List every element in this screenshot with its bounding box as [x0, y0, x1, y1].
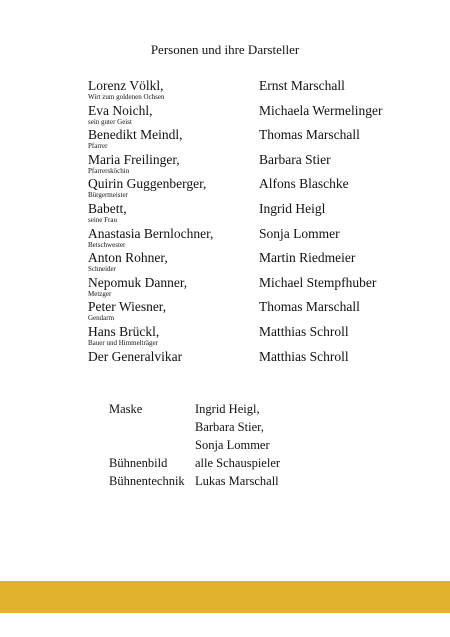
crew-member-name: Ingrid Heigl,: [195, 402, 260, 416]
character-name: Eva Noichl,: [88, 102, 153, 118]
crew-row: [109, 472, 369, 490]
character-description: Pfarrersköchin: [88, 166, 130, 175]
actor-name: Alfons Blaschke: [259, 176, 349, 192]
character-description: sein guter Geist: [88, 117, 132, 126]
actor-name: Sonja Lommer: [259, 225, 340, 241]
actor-name: Thomas Marschall: [259, 299, 360, 315]
character-name: Hans Brückl,: [88, 323, 160, 339]
actor-name: Michael Stempfhuber: [259, 274, 377, 290]
actor-name: Michaela Wermelinger: [259, 102, 383, 118]
cast-row: [88, 275, 388, 300]
actor-name: Matthias Schroll: [259, 323, 349, 339]
cast-list: [88, 78, 388, 373]
cast-row: [88, 103, 388, 128]
actor-name: Martin Riedmeier: [259, 250, 356, 266]
crew-list: [109, 400, 369, 490]
character-name: Lorenz Völkl,: [88, 78, 164, 93]
actor-name: Ernst Marschall: [259, 78, 345, 93]
character-name: Babett,: [88, 200, 127, 216]
actor-name: Matthias Schroll: [259, 348, 349, 364]
crew-names: [195, 454, 369, 472]
character-description: Pfarrer: [88, 142, 108, 151]
crew-role: Bühnenbild: [109, 456, 168, 470]
crew-role: Bühnentechnik: [109, 474, 185, 488]
cast-row: [88, 152, 388, 177]
character-name: Benedikt Meindl,: [88, 127, 183, 143]
cast-row: [88, 201, 388, 226]
cast-row: [88, 349, 388, 374]
character-description: Gendarm: [88, 314, 115, 323]
character-name: Anastasia Bernlochner,: [88, 225, 214, 241]
cast-row: [88, 176, 388, 201]
character-name: Quirin Guggenberger,: [88, 176, 207, 192]
cast-row: [88, 127, 388, 152]
actor-name: Ingrid Heigl: [259, 200, 326, 216]
crew-names: [195, 472, 369, 490]
character-description: Metzger: [88, 289, 112, 298]
crew-row: [109, 454, 369, 472]
crew-member-name: Sonja Lommer: [195, 438, 270, 452]
cast-row: [88, 324, 388, 349]
character-description: Bauer und Himmelträger: [88, 338, 158, 347]
character-description: Wirt zum goldenen Ochsen: [88, 93, 165, 101]
character-description: Betschwester: [88, 240, 126, 249]
character-name: Der Generalvikar: [88, 348, 183, 364]
cast-row: [88, 250, 388, 275]
actor-name: Thomas Marschall: [259, 127, 360, 143]
character-description: Bürgermeister: [88, 191, 128, 200]
cast-row: [88, 78, 388, 103]
crew-member-name: Lukas Marschall: [195, 474, 279, 488]
cast-row: [88, 299, 388, 324]
character-name: Anton Rohner,: [88, 250, 168, 266]
character-name: Maria Freilinger,: [88, 151, 180, 167]
character-name: Peter Wiesner,: [88, 299, 167, 315]
crew-role: Maske: [109, 402, 143, 416]
character-name: Nepomuk Danner,: [88, 274, 188, 290]
character-description: seine Frau: [88, 215, 117, 224]
cast-row: [88, 226, 388, 251]
crew-member-name: alle Schauspieler: [195, 456, 281, 470]
crew-row: [109, 400, 369, 454]
page-title: Personen und ihre Darsteller: [150, 42, 300, 57]
character-description: Schneider: [88, 265, 116, 274]
crew-names: [195, 400, 369, 454]
actor-name: Barbara Stier: [259, 151, 331, 167]
footer-bar: [0, 581, 450, 613]
crew-member-name: Barbara Stier,: [195, 420, 264, 434]
